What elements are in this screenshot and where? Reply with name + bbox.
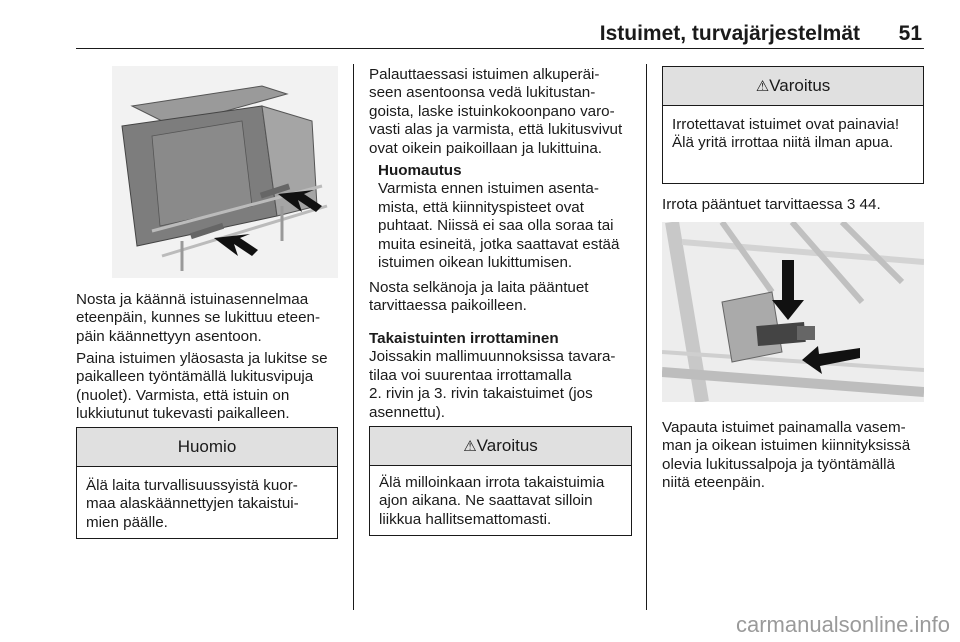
col2-para-3-line-4: asennettu). xyxy=(369,403,445,421)
col2-para-1-line-2: seen asentoonsa vedä lukitustan- xyxy=(369,84,596,102)
col3-para-2-line-3: olevia lukitussalpoja ja työntämällä xyxy=(662,455,896,473)
seat-release-illustration xyxy=(662,222,924,402)
warning-line-3: liikkua hallitsemattomasti. xyxy=(379,510,552,528)
warning-line-2: Älä yritä irrottaa niitä ilman apua. xyxy=(672,134,894,152)
warning-box-col2 xyxy=(369,426,632,536)
col1-para-2-line-4: lukkiutunut tukevasti paikalleen. xyxy=(76,405,290,423)
column-divider-2 xyxy=(646,64,647,610)
col3-para-2-line-4: niitä eteenpäin. xyxy=(662,474,766,492)
warning-triangle-icon: ⚠ xyxy=(463,437,477,455)
col2-para-2-line-1: Nosta selkänoja ja laita pääntuet xyxy=(369,279,589,296)
header-rule xyxy=(76,48,924,49)
col1-para-1-line-3: päin käännettyyn asentoon. xyxy=(76,327,262,345)
col2-para-1-line-4: vasti alas ja varmista, että lukitusvivut xyxy=(369,121,623,139)
col3-para-1 xyxy=(662,196,932,214)
warning-line-2: ajon aikana. Ne saattavat silloin xyxy=(379,492,593,510)
watermark-text: carmanualsonline.info xyxy=(735,612,950,637)
seat-folding-illustration xyxy=(112,66,338,278)
col2-note-line-4: muita esineitä, jotka saattavat estää xyxy=(378,235,620,253)
col2-note-line-1: Varmista ennen istuimen asenta- xyxy=(378,180,599,198)
col1-para-1-line-2: eteenpäin, kunnes se lukittuu eteen- xyxy=(76,309,321,327)
col1-para-2-line-3: (nuolet). Varmista, että istuin on xyxy=(76,386,290,404)
warning-box-title: Varoitus xyxy=(476,436,538,455)
col2-note-line-2: mista, että kiinnityspisteet ovat xyxy=(378,198,584,216)
running-header-title: Istuimet, turvajärjestelmät xyxy=(599,22,860,45)
col2-para-3-line-3: 2. rivin ja 3. rivin takaistuimet (jos xyxy=(369,385,593,403)
col2-para-2-line-2: tarvittaessa paikoilleen. xyxy=(369,297,527,315)
col2-para-3-line-1: Joissakin mallimuunnoksissa tavara- xyxy=(369,348,616,366)
column-divider-1 xyxy=(353,64,354,610)
section-title-takaistuinten: Takaistuinten irrottaminen xyxy=(369,330,559,347)
warning-box-col3 xyxy=(662,66,924,184)
col2-para-1-line-1: Palauttaessasi istuimen alkuperäi- xyxy=(369,66,600,83)
note-box-line-1: Älä laita turvallisuussyistä kuor- xyxy=(86,477,298,494)
warning-line-1: Älä milloinkaan irrota takaistuimia xyxy=(379,474,605,491)
page-number: 51 xyxy=(898,22,922,45)
warning-box-title: Varoitus xyxy=(769,76,831,95)
page-reference-link[interactable]: 3 44. xyxy=(846,196,881,213)
col2-para-3-line-2: tilaa voi suurentaa irrottamalla xyxy=(369,366,572,384)
note-box-line-2: maa alaskäännettyjen takaistui- xyxy=(86,495,299,513)
col1-para-2-line-1: Paina istuimen yläosasta ja lukitse se xyxy=(76,350,328,367)
col1-para-1-line-1: Nosta ja käännä istuinasennelmaa xyxy=(76,291,309,308)
note-box-huomio xyxy=(76,427,338,539)
col3-para-2-line-1: Vapauta istuimet painamalla vasem- xyxy=(662,419,906,436)
warning-box-header xyxy=(663,67,923,106)
note-box-title: Huomio xyxy=(77,428,337,467)
col2-note-line-5: istuimen oikean lukittumisen. xyxy=(378,254,573,272)
col2-para-1-line-5: ovat oikein paikoillaan ja lukittuina. xyxy=(369,139,603,157)
col3-para-2-line-2: man ja oikean istuimen kiinnityksissä xyxy=(662,437,911,455)
col2-note-title: Huomautus xyxy=(378,162,462,179)
warning-box-header xyxy=(370,427,631,466)
col3-para-1-text: Irrota pääntuet tarvittaessa xyxy=(662,196,847,213)
warning-triangle-icon: ⚠ xyxy=(755,77,770,95)
col2-para-1-line-3: goista, laske istuinkokoonpano varo- xyxy=(369,102,615,120)
note-box-line-3: mien päälle. xyxy=(86,513,168,531)
warning-line-1: Irrotettavat istuimet ovat painavia! xyxy=(672,116,900,133)
col1-para-2-line-2: paikalleen työntämällä lukitusvipuja xyxy=(76,368,314,386)
col2-note-line-3: puhtaat. Niissä ei saa olla soraa tai xyxy=(378,217,614,235)
